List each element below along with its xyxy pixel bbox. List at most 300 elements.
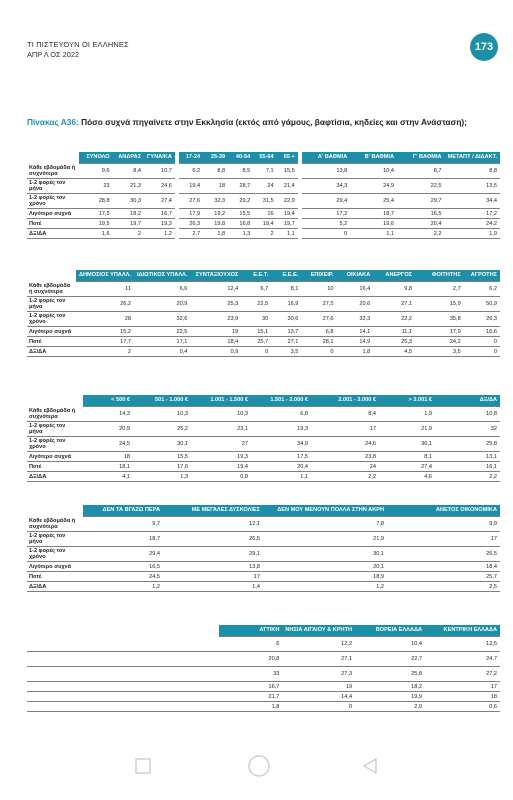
table-cell: 19,8 <box>203 219 228 229</box>
row-label <box>27 667 219 682</box>
table-cell: 30 <box>241 312 271 327</box>
table-cell: 24 <box>311 462 379 472</box>
table-cell: 18,2 <box>113 209 144 219</box>
table-cell: 0 <box>464 347 500 357</box>
col-header: ΣΥΝΤΑΞΙΟΥΧΟΣ <box>190 270 241 282</box>
table-cell: 19,4 <box>277 209 300 219</box>
table-cell: 26,3 <box>177 219 203 229</box>
table-cell: 18 <box>83 452 133 462</box>
table-cell: 17 <box>163 572 263 582</box>
row-label: ΔΞ/ΔΑ <box>27 347 76 357</box>
table-cell: 11,1 <box>373 327 415 337</box>
table-cell: 17 <box>425 682 500 692</box>
table-cell: 16,9 <box>271 297 301 312</box>
row-label: 1-2 φορές τον μήνα <box>27 532 83 547</box>
table-question <box>27 117 467 127</box>
table-cell: 16,7 <box>144 209 177 219</box>
table-cell: 12,4 <box>190 282 241 297</box>
table-cell: 26,3 <box>464 312 500 327</box>
col-header: ΔΕΝ ΤΑ ΒΓΑΖΩ ΠΕΡΑ <box>83 505 163 517</box>
table-cell: 4,1 <box>83 472 133 482</box>
home-icon <box>246 753 272 779</box>
table-cell: 18,7 <box>350 209 397 219</box>
table-cell: 2 <box>253 229 276 239</box>
col-header: < 500 € <box>83 395 133 407</box>
table-cell: 18 <box>203 179 228 194</box>
table-cell: 17,5 <box>251 452 311 462</box>
table-row <box>27 219 500 229</box>
table-cell: 16,6 <box>464 327 500 337</box>
table-row <box>27 282 500 297</box>
table-cell: 2,9 <box>355 702 425 712</box>
table-cell: 0,9 <box>190 347 241 357</box>
table-row <box>27 532 500 547</box>
table-cell: 7,8 <box>263 517 387 532</box>
table-cell: 27,1 <box>373 297 415 312</box>
table-cell: 16,7 <box>219 682 283 692</box>
table-row <box>27 572 500 582</box>
table-cell: 27,6 <box>177 194 203 209</box>
row-label: 1-2 φορές τον χρόνο <box>27 547 83 562</box>
col-header: Β' ΒΑΘΜΙΑ <box>350 152 397 164</box>
row-label: Λιγότερο συχνά <box>27 562 83 572</box>
table-cell: 21,9 <box>379 422 435 437</box>
table-cell: 11 <box>76 282 134 297</box>
table-row <box>27 164 500 179</box>
table-cell: 17,5 <box>79 209 112 219</box>
table-cell: 50,9 <box>464 297 500 312</box>
row-label: 1-2 φορές τον χρόνο <box>27 437 83 452</box>
table-cell: 18 <box>425 692 500 702</box>
col-header: ΟΙΚΙΑΚΑ <box>337 270 374 282</box>
col-header: ΔΞ/ΔΑ <box>435 395 500 407</box>
table-cell: 19,3 <box>191 452 251 462</box>
row-label: Κάθε εβδομάδα ή συχνότερα <box>27 407 83 422</box>
table-cell: 14,9 <box>337 337 374 347</box>
table-cell: 23 <box>79 179 112 194</box>
table-row <box>27 517 500 532</box>
table-cell: 22,2 <box>373 312 415 327</box>
table-row <box>27 422 500 437</box>
col-header: 1.501 - 2.000 € <box>251 395 311 407</box>
table-cell: 18,7 <box>83 532 163 547</box>
table-cell: 20,1 <box>263 562 387 572</box>
row-label: Ποτέ <box>27 572 83 582</box>
table-cell: 6,8 <box>301 327 336 337</box>
table-cell: 25,2 <box>133 422 191 437</box>
table-cell: 32 <box>435 422 500 437</box>
row-label: ΔΞ/ΔΑ <box>27 229 79 239</box>
table-cell: 1,8 <box>219 702 283 712</box>
table-row <box>27 582 500 592</box>
table-cell: 30,1 <box>263 547 387 562</box>
table-cell: 23,9 <box>190 312 241 327</box>
col-header: ΑΓΡΟΤΗΣ <box>464 270 500 282</box>
col-header: ΑΝΔΡΑΣ <box>113 152 144 164</box>
table-cell: 7,1 <box>253 164 276 179</box>
table-occupation <box>27 270 500 357</box>
row-label: Ποτέ <box>27 337 76 347</box>
col-header: 65 + <box>277 152 300 164</box>
table-row <box>27 407 500 422</box>
table-cell: 15,2 <box>76 327 134 337</box>
table-cell: 1,1 <box>277 229 300 239</box>
table-row <box>27 452 500 462</box>
row-label: Λιγότερο συχνά <box>27 452 83 462</box>
table-cell: 21,3 <box>113 179 144 194</box>
table-cell: 17 <box>387 532 500 547</box>
table-cell: 8,1 <box>379 452 435 462</box>
row-label: 1-2 φορές τον μήνα <box>27 297 76 312</box>
table-cell: 8,4 <box>113 164 144 179</box>
table-cell: 25,3 <box>373 337 415 347</box>
table-cell: 8,8 <box>445 164 500 179</box>
row-label: 1-2 φορές τον χρόνο <box>27 312 76 327</box>
table-cell: 1,9 <box>445 229 500 239</box>
table-cell: 25,8 <box>355 667 425 682</box>
table-row <box>27 337 500 347</box>
table-cell: 19,4 <box>253 219 276 229</box>
table-cell: 2,7 <box>415 282 464 297</box>
table-cell: 32,3 <box>337 312 374 327</box>
table-cell: 10,3 <box>191 407 251 422</box>
table-cell: 19,3 <box>251 422 311 437</box>
table-cell: 17 <box>311 422 379 437</box>
table-cell: 24,9 <box>350 179 397 194</box>
table-cell: 0,6 <box>425 702 500 712</box>
table-cell: 16,5 <box>397 209 445 219</box>
table-cell: 24,2 <box>415 337 464 347</box>
table-cell: 30,6 <box>271 312 301 327</box>
table-row <box>27 562 500 572</box>
table-cell: 15,5 <box>133 452 191 462</box>
table-row <box>27 472 500 482</box>
table-cell: 24,2 <box>445 219 500 229</box>
table-cell: 24 <box>253 179 276 194</box>
table-cell: 13,5 <box>445 179 500 194</box>
table-cell: 29,2 <box>228 194 253 209</box>
table-row <box>27 194 500 209</box>
table-cell: 26,2 <box>76 297 134 312</box>
col-header: Ε.Ε.Ε. <box>271 270 301 282</box>
table-cell: 19,5 <box>79 219 112 229</box>
col-header: ΓΥΝΑΙΚΑ <box>144 152 177 164</box>
row-label <box>27 702 219 712</box>
table-cell: 15,1 <box>241 327 271 337</box>
table-cell: 27,5 <box>301 297 336 312</box>
recents-icon <box>133 756 153 776</box>
table-cell: 17,1 <box>134 337 190 347</box>
table-cell: 16 <box>253 209 276 219</box>
table-cell: 18,1 <box>83 462 133 472</box>
row-label: 1-2 φορές τον μήνα <box>27 179 79 194</box>
col-header: ΑΤΤΙΚΗ <box>219 625 283 637</box>
row-label: Λιγότερο συχνά <box>27 327 76 337</box>
table-cell: 18,9 <box>263 572 387 582</box>
row-label: Κάθε εβδομάδα ή συχνότερα <box>27 282 76 297</box>
table-row <box>27 437 500 452</box>
table-cell: 17,9 <box>415 327 464 337</box>
row-label <box>27 692 219 702</box>
table-cell: 10,3 <box>133 407 191 422</box>
col-header: ΔΗΜΟΣΙΟΣ ΥΠΑΛΛ. <box>76 270 134 282</box>
table-row <box>27 462 500 472</box>
table-cell: 13,1 <box>435 452 500 462</box>
table-cell: 19,9 <box>355 692 425 702</box>
table-cell: 20,9 <box>83 422 133 437</box>
table-cell: 2,5 <box>387 582 500 592</box>
table-row <box>27 652 500 667</box>
table-cell: 4,5 <box>373 347 415 357</box>
row-label: Ποτέ <box>27 462 83 472</box>
back-button[interactable] <box>360 756 380 781</box>
table-cell: 33 <box>219 667 283 682</box>
table-cell: 12,1 <box>163 517 263 532</box>
table-cell: 6,8 <box>251 407 311 422</box>
table-cell: 34,4 <box>445 194 500 209</box>
home-button[interactable] <box>246 753 272 784</box>
table-cell: 1,6 <box>79 229 112 239</box>
col-header: 55-64 <box>253 152 276 164</box>
table-cell: 15,5 <box>228 209 253 219</box>
table-row <box>27 692 500 702</box>
table-cell: 24,7 <box>425 652 500 667</box>
table-cell: 16,1 <box>435 462 500 472</box>
table-cell: 6,2 <box>177 164 203 179</box>
table-cell: 8,7 <box>397 164 445 179</box>
table-cell: 25,7 <box>241 337 271 347</box>
col-header: Ε.Ε.Τ. <box>241 270 271 282</box>
col-header: 1.001 - 1.500 € <box>191 395 251 407</box>
table-cell: 6 <box>219 637 283 652</box>
table-cell: 14,3 <box>83 407 133 422</box>
table-cell: 32,3 <box>203 194 228 209</box>
table-cell: 17,2 <box>445 209 500 219</box>
page-number-badge: 173 <box>470 33 498 61</box>
table-cell: 20,4 <box>251 462 311 472</box>
row-label: Κάθε εβδομάδα ή συχνότερα <box>27 164 79 179</box>
table-cell: 9,7 <box>83 517 163 532</box>
recents-button[interactable] <box>133 756 153 781</box>
table-cell: 28,8 <box>79 194 112 209</box>
row-label: Ποτέ <box>27 219 79 229</box>
table-cell: 21,7 <box>219 692 283 702</box>
table-cell: 8,8 <box>203 164 228 179</box>
table-cell: 0 <box>300 229 350 239</box>
row-label: ΔΞ/ΔΑ <box>27 472 83 482</box>
col-header: ΕΠΙΧΕΙΡ. <box>301 270 336 282</box>
table-cell: 9,6 <box>79 164 112 179</box>
table-cell: 24,6 <box>144 179 177 194</box>
table-cell: 31,5 <box>253 194 276 209</box>
table-cell: 1,2 <box>144 229 177 239</box>
table-cell: 2 <box>113 229 144 239</box>
table-cell: 3,5 <box>415 347 464 357</box>
row-label <box>27 682 219 692</box>
table-cell: 32,6 <box>134 312 190 327</box>
table-cell: 29,4 <box>300 194 350 209</box>
table-cell: 22,5 <box>397 179 445 194</box>
doc-subtitle: ΑΠΡ Λ ΟΣ 2022 <box>27 50 80 59</box>
table-cell: 20,6 <box>337 297 374 312</box>
table-cell: 2,2 <box>311 472 379 482</box>
col-header: ΒΟΡΕΙΑ ΕΛΛΑΔΑ <box>355 625 425 637</box>
row-label: Λιγότερο συχνά <box>27 209 79 219</box>
table-cell: 3,5 <box>271 347 301 357</box>
table-cell: 34,3 <box>300 179 350 194</box>
table-cell: 29,1 <box>163 547 263 562</box>
table-cell: 0 <box>282 702 355 712</box>
table-cell: 14,4 <box>282 692 355 702</box>
table-cell: 1,1 <box>350 229 397 239</box>
table-region <box>27 625 500 712</box>
table-cell: 19,3 <box>144 219 177 229</box>
table-cell: 18,4 <box>190 337 241 347</box>
table-cell: 25,4 <box>350 194 397 209</box>
table-cell: 28,1 <box>301 337 336 347</box>
table-cell: 8,4 <box>311 407 379 422</box>
table-cell: 19,4 <box>177 179 203 194</box>
table-cell: 1,2 <box>83 582 163 592</box>
col-header: 17-24 <box>177 152 203 164</box>
table-cell: 24,5 <box>83 572 163 582</box>
table-cell: 27,3 <box>282 667 355 682</box>
table-cell: 0,8 <box>191 472 251 482</box>
table-cell: 27,4 <box>144 194 177 209</box>
table-row <box>27 312 500 327</box>
question-label: Πίνακας Α36: <box>27 117 79 127</box>
table-cell: 27,4 <box>379 462 435 472</box>
table-cell: 10 <box>301 282 336 297</box>
table-cell: 17,2 <box>300 209 350 219</box>
table-cell: 17,9 <box>177 209 203 219</box>
table-cell: 10,4 <box>350 164 397 179</box>
table-cell: 20,9 <box>134 297 190 312</box>
table-row <box>27 682 500 692</box>
table-cell: 13,8 <box>300 164 350 179</box>
table-cell: 18,2 <box>355 682 425 692</box>
col-header: ΑΝΕΤΟΣ ΟΙΚΟΝΟΜΙΚΑ <box>387 505 500 517</box>
table-cell: 12,2 <box>282 637 355 652</box>
table-cell: 9,8 <box>373 282 415 297</box>
table-cell: 0 <box>241 347 271 357</box>
table-cell: 1,3 <box>133 472 191 482</box>
table-cell: 1,4 <box>163 582 263 592</box>
table-cell: 8,5 <box>228 164 253 179</box>
table-cell: 25,3 <box>190 297 241 312</box>
table-cell: 19 <box>282 682 355 692</box>
table-cell: 17,7 <box>76 337 134 347</box>
table-cell: 27 <box>191 437 251 452</box>
row-label: ΔΞ/ΔΑ <box>27 582 83 592</box>
table-cell: 0 <box>464 337 500 347</box>
table-gender-age-education <box>27 152 500 239</box>
table-cell: 30,1 <box>133 437 191 452</box>
table-cell: 25,7 <box>387 572 500 582</box>
table-cell: 16,8 <box>228 219 253 229</box>
table-cell: 0 <box>301 347 336 357</box>
table-cell: 2 <box>76 347 134 357</box>
col-header: ΜΕ ΜΕΓΑΛΕΣ ΔΥΣΚΟΛΙΕΣ <box>163 505 263 517</box>
col-header: 25-39 <box>203 152 228 164</box>
table-cell: 9,9 <box>387 517 500 532</box>
table-cell: 1,9 <box>379 407 435 422</box>
table-cell: 18,4 <box>387 562 500 572</box>
table-cell: 8,1 <box>271 282 301 297</box>
question-text: Πόσο συχνά πηγαίνετε στην Εκκλησία (εκτός από γάμους, βαφτίσια, κηδείες και στην Ανάσταση); <box>78 117 467 127</box>
table-cell: 22,9 <box>277 194 300 209</box>
table-cell: 20,8 <box>219 652 283 667</box>
table-cell: 14,1 <box>337 327 374 337</box>
row-label <box>27 637 219 652</box>
row-label: 1-2 φορές τον χρόνο <box>27 194 79 209</box>
table-cell: 2,2 <box>397 229 445 239</box>
table-row <box>27 637 500 652</box>
table-cell: 6,6 <box>134 282 190 297</box>
table-row <box>27 347 500 357</box>
table-row <box>27 179 500 194</box>
table-cell: 25,8 <box>435 437 500 452</box>
table-cell: 13,8 <box>163 562 263 572</box>
table-cell: 16,5 <box>83 562 163 572</box>
col-header: ΜΕΤΑΠΤ / ΔΙΔΑΚΤ. <box>445 152 500 164</box>
table-cell: 29,4 <box>83 547 163 562</box>
table-cell: 27,6 <box>301 312 336 327</box>
table-row <box>27 327 500 337</box>
row-label: 1-2 φορές τον μήνα <box>27 422 83 437</box>
table-cell: 24,5 <box>83 437 133 452</box>
col-header: ΣΥΝΟΛΟ <box>79 152 112 164</box>
table-cell: 23,1 <box>191 422 251 437</box>
table-cell: 6,7 <box>241 282 271 297</box>
table-cell: 19,7 <box>277 219 300 229</box>
col-header: Α' ΒΑΘΜΙΑ <box>300 152 350 164</box>
table-cell: 30,3 <box>113 194 144 209</box>
row-label: Κάθε εβδομάδα ή συχνότερα <box>27 517 83 532</box>
table-cell: 1,2 <box>263 582 387 592</box>
table-cell: 22,5 <box>134 327 190 337</box>
table-income <box>27 395 500 482</box>
table-cell: 34,9 <box>251 437 311 452</box>
table-cell: 12,5 <box>425 637 500 652</box>
col-header: 501 - 1.000 € <box>133 395 191 407</box>
table-cell: 0,4 <box>134 347 190 357</box>
table-financial-situation <box>27 505 500 592</box>
col-header: > 3.001 € <box>379 395 435 407</box>
table-cell: 4,6 <box>379 472 435 482</box>
table-cell: 1,3 <box>228 229 253 239</box>
col-header: ΑΝΕΡΓΟΣ <box>373 270 415 282</box>
col-header: Γ' ΒΑΘΜΙΑ <box>397 152 445 164</box>
table-cell: 1,8 <box>337 347 374 357</box>
table-cell: 21,4 <box>277 179 300 194</box>
table-cell: 19 <box>190 327 241 337</box>
col-header: ΦΟΙΤΗΤΗΣ <box>415 270 464 282</box>
col-header: ΝΗΣΙΑ ΑΙΓΑΙΟΥ & ΚΡΗΤΗ <box>282 625 355 637</box>
table-cell: 19,4 <box>191 462 251 472</box>
table-row <box>27 229 500 239</box>
table-cell: 22,7 <box>355 652 425 667</box>
table-cell: 28 <box>76 312 134 327</box>
table-cell: 16,4 <box>337 282 374 297</box>
table-row <box>27 209 500 219</box>
table-cell: 21,9 <box>263 532 387 547</box>
table-row <box>27 667 500 682</box>
table-cell: 35,8 <box>415 312 464 327</box>
table-cell: 10,4 <box>355 637 425 652</box>
table-cell: 17,6 <box>133 462 191 472</box>
table-cell: 27,1 <box>271 337 301 347</box>
